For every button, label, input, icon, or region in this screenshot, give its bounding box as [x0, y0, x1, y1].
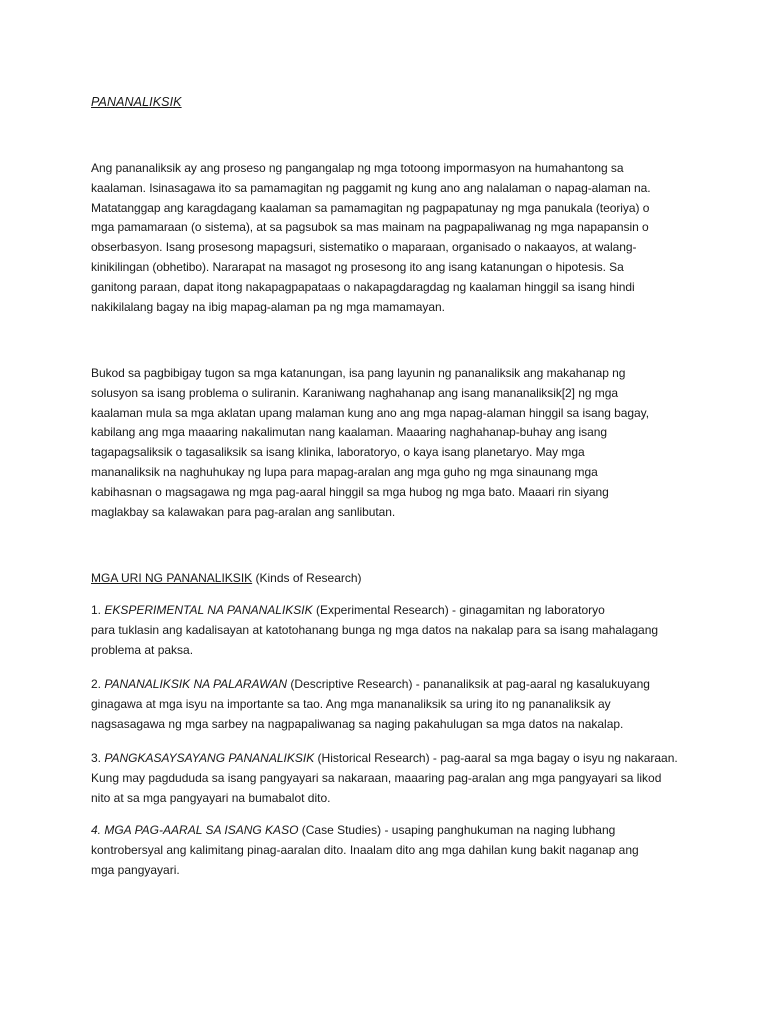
kind-first-line-rest: (Historical Research) - pag-aaral sa mga bagay o isyu ng nakaraan. — [314, 751, 678, 765]
paragraph-definition — [91, 159, 691, 317]
kind-line: para tuklasin ang kadalisayan at katotohanang bunga ng mga datos na nakalap para sa isang mahalagang — [91, 622, 659, 637]
paragraph-line: solusyon sa isang problema o suliranin. Karaniwang naghahanap ang isang mananaliksik[2] ng mga — [91, 385, 618, 400]
kind-first-line-rest: (Experimental Research) - ginagamitan ng laboratoryo — [312, 603, 605, 617]
kinds-heading-label: MGA URI NG PANANALIKSIK — [91, 571, 253, 585]
kind-line: nito at sa mga pangyayari na bumabalot dito. — [91, 790, 331, 805]
kind-number: 4. — [91, 823, 105, 837]
kind-first-line — [91, 675, 691, 695]
kind-term: PANANALIKSIK NA PALARAWAN — [104, 677, 288, 691]
kind-first-line-rest: (Case Studies) - usaping panghukuman na naging lubhang — [298, 823, 616, 837]
kind-first-line-rest: (Descriptive Research) - pananaliksik at pag-aaral ng kasalukuyang — [287, 677, 650, 691]
kind-term: MGA PAG-AARAL SA ISANG KASO — [104, 823, 299, 837]
kind-term: PANGKASAYSAYANG PANANALIKSIK — [104, 751, 315, 765]
paragraph-line: mga pamamaraan (o sistema), at sa pagsubok sa mas mainam na pagpapaliwanag ng mga napapansin o — [91, 220, 649, 235]
kinds-heading-suffix: (Kinds of Research) — [252, 571, 362, 585]
kind-item — [91, 675, 691, 734]
kinds-heading — [91, 569, 362, 589]
paragraph-line: Matatanggap ang karagdagang kaalaman sa pamamagitan ng pagpapatunay ng mga panukala (teoriya) o — [91, 200, 650, 215]
kind-first-line — [91, 821, 691, 841]
paragraph-line: kabilang ang mga maaaring nakalimutan nang kaalaman. Maaaring naghahanap-buhay ang isang — [91, 425, 607, 440]
kind-item — [91, 601, 691, 660]
kind-line: Kung may pagdududa sa isang pangyayari sa nakaraan, maaaring pag-aralan ang mga pangyayari sa likod — [91, 770, 662, 785]
paragraph-line: kaalaman. Isinasagawa ito sa pamamagitan ng paggamit ng kung ano ang nalalaman o napag-alaman na. — [91, 180, 651, 195]
paragraph-line: maglakbay sa kalawakan para pag-aralan ang sanlibutan. — [91, 504, 396, 519]
kind-first-line — [91, 601, 691, 621]
paragraph-line: Bukod sa pagbibigay tugon sa mga katanungan, isa pang layunin ng pananaliksik ang makahanap ng — [91, 366, 626, 380]
document-title: PANANALIKSIK — [91, 95, 182, 109]
paragraph-line: ganitong paraan, dapat itong nakapagpapataas o nakapagdaragdag ng kaalaman hinggil sa isang hindi — [91, 279, 635, 294]
paragraph-line: tagapagsaliksik o tagasaliksik sa isang klinika, laboratoryo, o kaya isang planetaryo. May mga — [91, 445, 585, 460]
kind-line: nagsasagawa ng mga sarbey na nagpapaliwanag sa naging pakahulugan sa mga datos na nakalap. — [91, 716, 624, 731]
kind-line: mga pangyayari. — [91, 862, 180, 877]
kind-line: problema at paksa. — [91, 642, 194, 657]
kind-number: 1. — [91, 603, 105, 617]
kind-term: EKSPERIMENTAL NA PANANALIKSIK — [104, 603, 313, 617]
paragraph-line: kaalaman mula sa mga aklatan upang malaman kung ano ang mga napag-alaman hinggil sa isang bagay, — [91, 405, 650, 420]
paragraph-line: Ang pananaliksik ay ang proseso ng pangangalap ng mga totoong impormasyon na humahantong sa — [91, 161, 624, 175]
kind-line: kontrobersyal ang kalimitang pinag-aaralan dito. Inaalam dito ang mga dahilan kung bakit naganap ang — [91, 842, 639, 857]
paragraph-line: obserbasyon. Isang prosesong mapagsuri, sistematiko o maparaan, organisado o nakaayos, at walang- — [91, 240, 637, 255]
paragraph-line: kinikilingan (obhetibo). Nararapat na masagot ng prosesong ito ang isang katanungan o hipotesis. Sa — [91, 259, 624, 274]
kind-number: 3. — [91, 751, 105, 765]
kind-line: ginagawa at mga isyu na importante sa tao. Ang mga mananaliksik sa uring ito ng pananaliksik ay — [91, 696, 611, 711]
paragraph-purpose — [91, 364, 691, 522]
kind-first-line — [91, 749, 691, 769]
kind-item — [91, 821, 691, 880]
paragraph-line: nakikilalang bagay na ibig mapag-alaman pa ng mga mamamayan. — [91, 299, 445, 314]
paragraph-line: mananaliksik na naghuhukay ng lupa para mapag-aralan ang mga guho ng mga sinaunang mga — [91, 464, 598, 479]
kind-number: 2. — [91, 677, 105, 691]
kind-item — [91, 749, 691, 808]
paragraph-line: kabihasnan o magsagawa ng mga pag-aaral hinggil sa mga hubog ng mga bato. Maaari rin siyang — [91, 484, 609, 499]
